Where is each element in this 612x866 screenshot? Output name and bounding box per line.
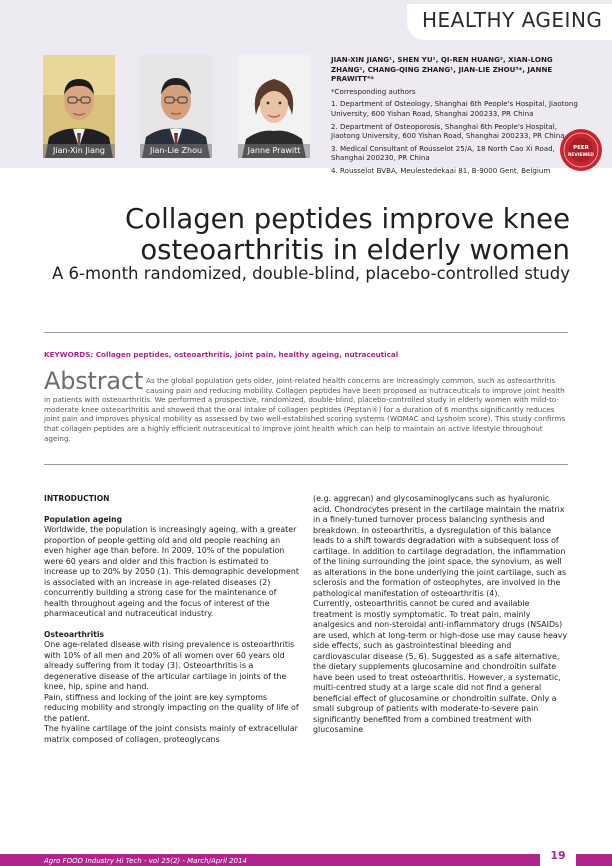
portrait-image	[238, 55, 310, 158]
seal-text-1: PEER	[573, 145, 589, 151]
photo-caption: Jian-Xin Jiang	[43, 144, 115, 158]
keywords: KEYWORDS: Collagen peptides, osteoarthritis, joint pain, healthy ageing, nutraceutical	[44, 350, 399, 359]
corresponding-note: *Corresponding authors	[331, 86, 416, 96]
author-names: JIAN-XIN JIANG¹, SHEN YU¹, QI-REN HUANG², XIAN-LONG ZHANG¹, CHANG-QING ZHANG¹, JIAN-LIE ZHOU³*, JANNE PRAWITT⁴*	[331, 55, 553, 84]
photo-caption: Jian-Lie Zhou	[140, 144, 212, 158]
author-photo-prawitt	[238, 55, 310, 158]
affiliation-2: 2. Department of Osteoporosis, Shanghai 6th People's Hospital, Jiaotong University, 600 Yishan Road, Shanghai 200233, PR China	[331, 121, 565, 141]
divider-bottom	[44, 464, 568, 465]
right-column	[313, 494, 568, 736]
osteoarthritis-heading: Osteoarthritis	[44, 629, 104, 639]
right-paragraph-2: Currently, osteoarthritis cannot be cured and available treatment is mostly symptomatic. To treat pain, mainly analgesics and non-steroidal anti-inflammatory drugs (NSAIDs) are used, which at long-term or high-dose use may cause heavy side effects, such as gastrointestinal bleeding and cardiovascular disease (5, 6). Suggested as a safe alternative, the dietary supplements glucosamine and chondroitin sulfate have been used to treat osteoarthritis. However, a systematic, multi-centred study at a large scale did not find a general beneficial effect of glucosamine or chondroitin sulfate. Only a small subgroup of patients with moderate-to-severe pain significantly benefited from a combined treatment with glucosamine	[313, 599, 568, 734]
author-block	[331, 55, 581, 179]
abstract-float-spacer	[44, 376, 146, 386]
left-column	[44, 494, 299, 745]
population-heading: Population ageing	[44, 514, 123, 524]
author-photo-jiang	[43, 55, 115, 158]
affiliation-4: 4. Rousselot BVBA, Meulestedekaai 81, B-9000 Gent, Belgium	[331, 165, 551, 175]
osteoarthritis-paragraph-1: One age-related disease with rising prevalence is osteoarthritis with 10% of all men and 20% of all women over 60 years old already suffering from it today (3). Osteoarthritis is a degenerative disease of the articular cartilage in joints of the knee, hip, spine and hand.	[44, 640, 295, 691]
affiliation-1: 1. Department of Osteology, Shanghai 6th People's Hospital, Jiaotong University, 600 Yishan Road, Shanghai 200233, PR China	[331, 99, 578, 118]
page-number: 19	[550, 849, 566, 862]
abstract-block	[44, 376, 568, 443]
author-photo-zhou	[140, 55, 212, 158]
abstract-heading: Abstract	[44, 367, 144, 395]
title-line-2: osteoarthritis in elderly women	[140, 234, 570, 266]
article-subtitle: A 6-month randomized, double-blind, placebo-controlled study	[51, 264, 570, 283]
osteoarthritis-paragraph-3: The hyaline cartilage of the joint consists mainly of extracellular matrix composed of collagen, proteoglycans	[44, 724, 298, 744]
divider-top	[44, 332, 568, 333]
section-title: HEALTHY AGEING	[422, 8, 603, 32]
peer-reviewed-seal-icon	[558, 127, 604, 173]
title-line-1: Collagen peptides improve knee	[125, 203, 570, 235]
population-paragraph: Worldwide, the population is increasingly ageing, with a greater proportion of people getting old and old people reaching an even higher age than before. In 2009, 10% of the population were 60 years and older and this fraction is estimated to increase up to 20% by 2050 (1). This demographic development is associated with an increase in age-related diseases (2) concurrently building a strong case for the maintenance of health throughout ageing and the focus of interest of the pharmaceutical and nutraceutical industry.	[44, 525, 299, 618]
photo-caption: Janne Prawitt	[238, 144, 310, 158]
abstract-text: As the global population gets older, joint-related health concerns are increasingly common, such as osteoarthritis causing pain and reducing mobility. Collagen peptides have been proposed as nutraceuticals to improve joint health in patients with osteoarthritis. We performed a prospective, randomized, double-blind, placebo-controlled study in elderly women with mild-to-moderate knee osteoarthritis and showed that the oral intake of collagen peptides (Peptan®) for a duration of 6 months significantly reduces joint pain and improves physical mobility as assessed by two well-established scoring systems (WOMAC and Lysholm score). This study confirms that collagen peptides are a highly efficient nutraceutical to improve joint health which can help to maintain an active lifestyle throughout ageing.	[44, 376, 566, 443]
right-paragraph-1: (e.g. aggrecan) and glycosaminoglycans such as hyaluronic acid. Chondrocytes present in the cartilage maintain the matrix in a finely-tuned turnover process balancing synthesis and breakdown. In osteoarthritis, a dysregulation of this balance leads to a shift towards degradation with a subsequent loss of cartilage. In addition to cartilage degradation, the inflammation of the lining surrounding the joint space, the synovium, as well as alterations in the bone underlying the joint cartilage, such as sclerosis and the formation of osteophytes, are involved in the pathological manifestation of osteoarthritis (4).	[313, 494, 567, 598]
seal-text-2: REVIEWED	[568, 153, 594, 158]
journal-citation: Agro FOOD Industry Hi Tech - vol 25(2) - March/April 2014	[44, 857, 247, 865]
article-title	[40, 204, 570, 266]
portrait-image	[140, 55, 212, 158]
portrait-image	[43, 55, 115, 158]
intro-heading: INTRODUCTION	[44, 494, 110, 503]
osteoarthritis-paragraph-2: Pain, stiffness and locking of the joint are key symptoms reducing mobility and strongly impacting on the quality of life of the patient.	[44, 692, 299, 723]
spacer	[44, 620, 299, 630]
affiliation-3: 3. Medical Consultant of Rousselot 25/A, 18 North Cao Xi Road, Shanghai 200230, PR China	[331, 143, 555, 163]
